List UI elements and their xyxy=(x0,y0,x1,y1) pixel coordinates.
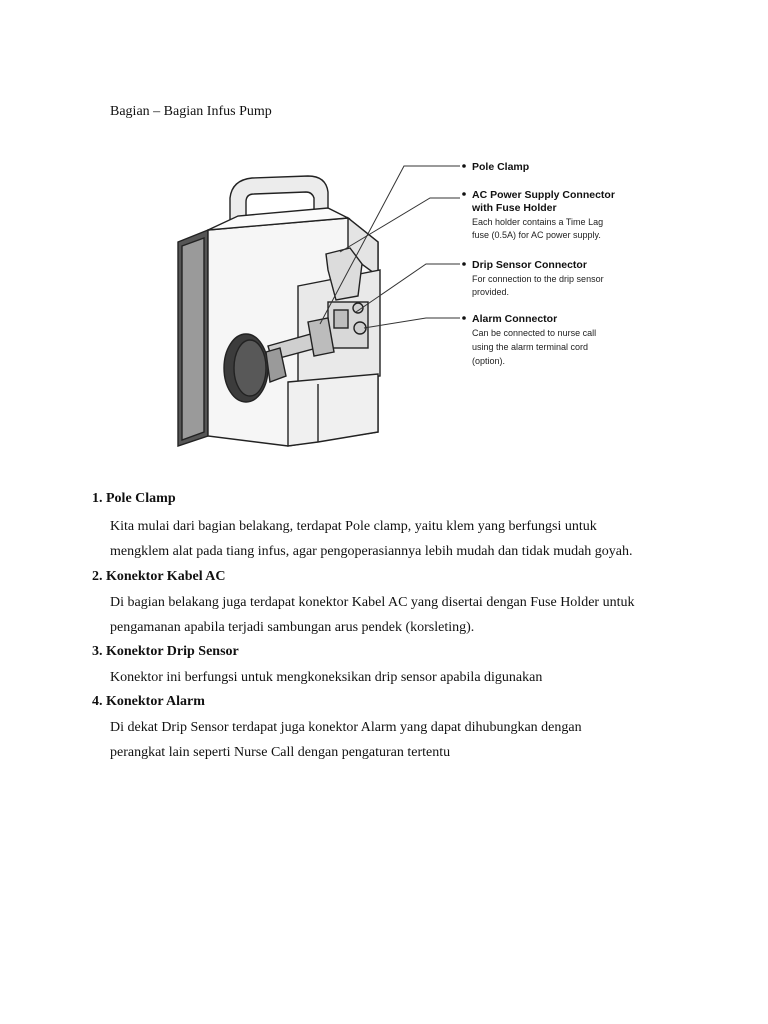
section-title-pole-clamp: 1. Pole Clamp xyxy=(92,491,176,506)
section-title-drip-sensor: 3. Konektor Drip Sensor xyxy=(92,644,239,659)
callout-drip-desc-1: For connection to the drip sensor xyxy=(472,274,604,284)
callout-ac-connector: AC Power Supply Connector xyxy=(472,189,615,201)
body-line: Di bagian belakang juga terdapat konektor Kabel AC yang disertai dengan Fuse Holder untuk xyxy=(110,595,635,610)
callout-ac-connector-2: with Fuse Holder xyxy=(472,202,557,214)
section-body-pole-clamp xyxy=(110,514,694,564)
body-line: perangkat lain seperti Nurse Call dengan pengaturan tertentu xyxy=(110,745,451,760)
section-body-ac-cable xyxy=(110,590,694,640)
callout-alarm-desc-2: using the alarm terminal cord xyxy=(472,342,589,352)
section-body-alarm xyxy=(110,715,694,765)
callout-ac-desc-1: Each holder contains a Time Lag xyxy=(472,217,604,227)
callout-alarm-desc-3: (option). xyxy=(472,356,506,366)
body-line: mengklem alat pada tiang infus, agar pengoperasiannya lebih mudah dan tidak mudah goyah. xyxy=(110,544,633,559)
section-title-alarm: 4. Konektor Alarm xyxy=(92,694,205,709)
pump-body xyxy=(178,176,380,446)
callout-ac-desc-2: fuse (0.5A) for AC power supply. xyxy=(472,230,601,240)
page-heading: Bagian – Bagian Infus Pump xyxy=(110,104,272,119)
callout-alarm: Alarm Connector xyxy=(472,313,558,325)
callout-pole-clamp: Pole Clamp xyxy=(472,161,530,173)
body-line: pengamanan apabila terjadi sambungan arus pendek (korsleting). xyxy=(110,620,475,635)
pump-illustration xyxy=(168,146,652,472)
callout-drip-sensor: Drip Sensor Connector xyxy=(472,259,587,271)
infusion-pump-diagram xyxy=(168,146,652,472)
section-body-drip-sensor xyxy=(110,665,694,690)
body-line: Konektor ini berfungsi untuk mengkoneksikan drip sensor apabila digunakan xyxy=(110,670,543,685)
body-line: Kita mulai dari bagian belakang, terdapat Pole clamp, yaitu klem yang berfungsi untuk xyxy=(110,519,597,534)
callout-alarm-desc-1: Can be connected to nurse call xyxy=(472,328,597,338)
body-line: Di dekat Drip Sensor terdapat juga konektor Alarm yang dapat dihubungkan dengan xyxy=(110,720,582,735)
section-title-ac-cable: 2. Konektor Kabel AC xyxy=(92,569,226,584)
callout-bullets xyxy=(462,164,466,320)
callout-drip-desc-2: provided. xyxy=(472,287,510,297)
